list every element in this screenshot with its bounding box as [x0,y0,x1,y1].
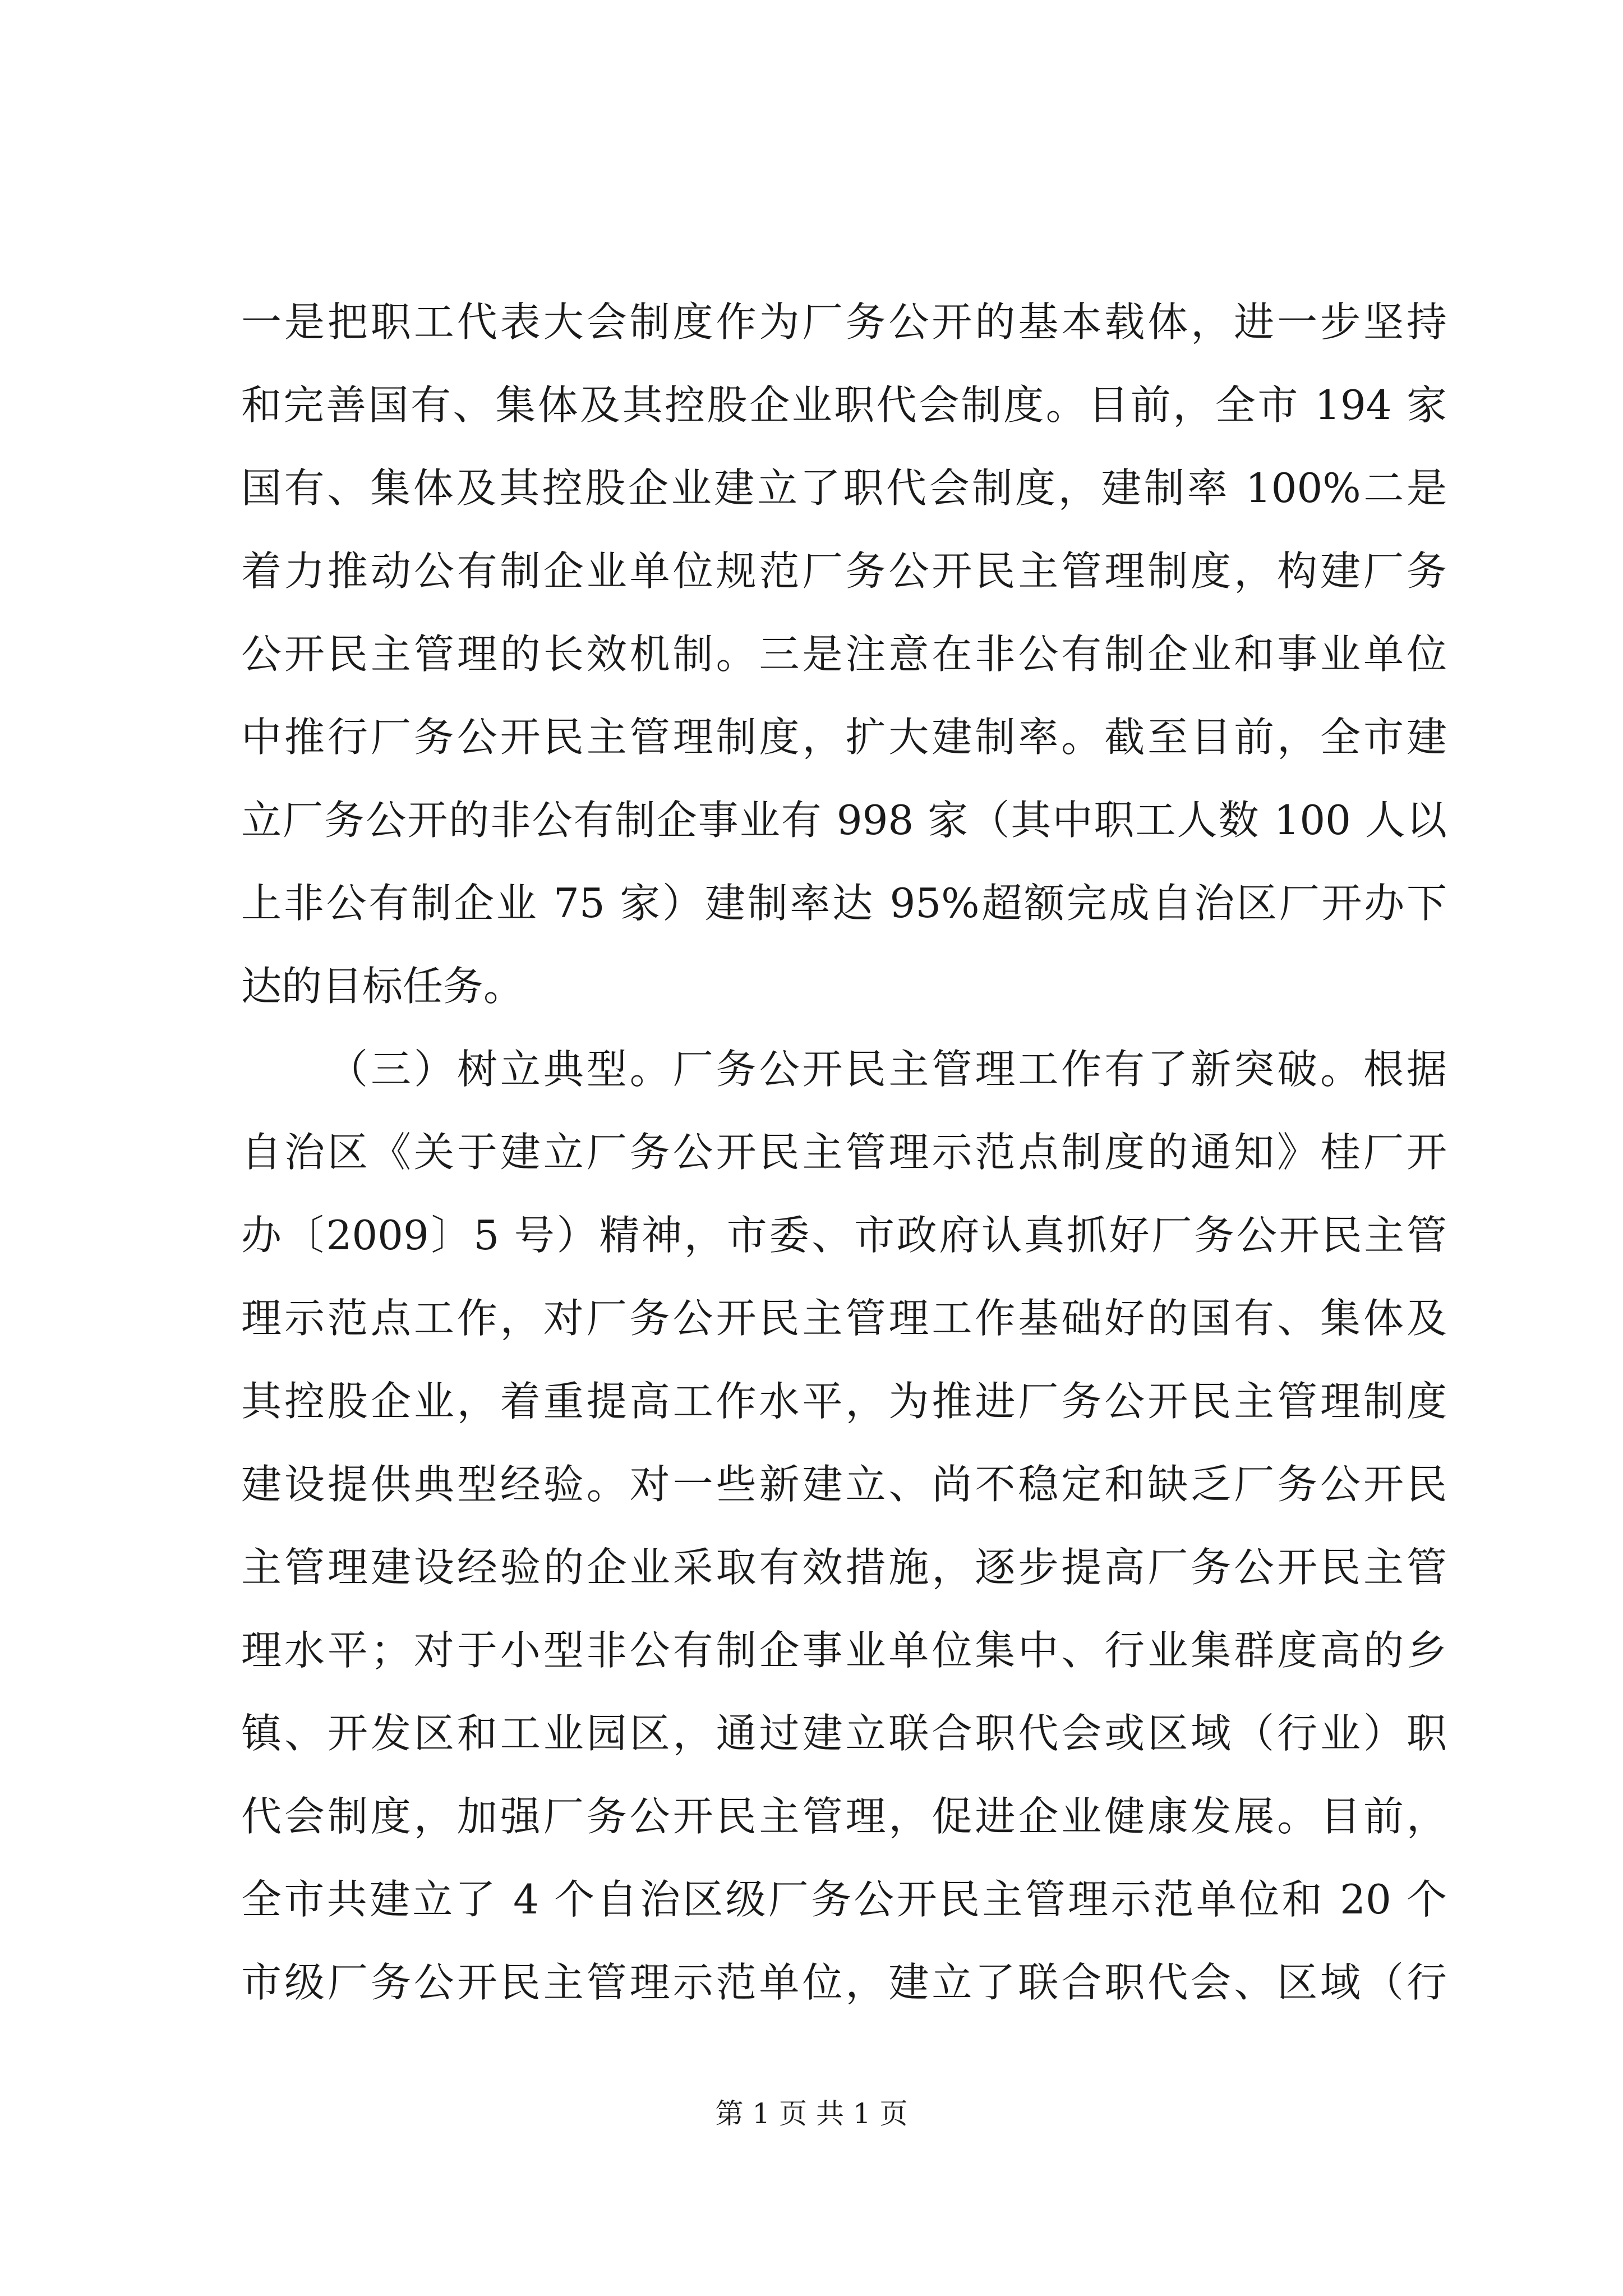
text-line: 一是把职工代表大会制度作为厂务公开的基本载体，进一步坚持 [241,298,1447,346]
text-line: 着力推动公有制企业单位规范厂务公开民主管理制度，构建厂务 [241,547,1447,595]
paragraph-heading-line: （三）树立典型。厂务公开民主管理工作有了新突破。根据 [328,1046,1447,1093]
document-body [241,280,1447,2024]
text-line: 办〔2009〕5 号）精神，市委、市政府认真抓好厂务公开民主管 [241,1212,1447,1259]
text-line: 立厂务公开的非公有制企事业有 998 家（其中职工人数 100 人以 [241,797,1447,844]
text-line: 主管理建设经验的企业采取有效措施，逐步提高厂务公开民主管 [241,1544,1447,1591]
text-line: 中推行厂务公开民主管理制度，扩大建制率。截至目前，全市建 [241,714,1447,761]
text-line: 代会制度，加强厂务公开民主管理，促进企业健康发展。目前， [241,1793,1447,1840]
text-line: 达的目标任务。 [241,963,524,1010]
text-line: 建设提供典型经验。对一些新建立、尚不稳定和缺乏厂务公开民 [241,1461,1447,1508]
text-line: 上非公有制企业 75 家）建制率达 95%超额完成自治区厂开办下 [241,880,1447,927]
text-line: 理示范点工作，对厂务公开民主管理工作基础好的国有、集体及 [241,1295,1447,1342]
text-line: 公开民主管理的长效机制。三是注意在非公有制企业和事业单位 [241,631,1447,678]
text-line: 理水平；对于小型非公有制企事业单位集中、行业集群度高的乡 [241,1627,1447,1674]
text-line: 和完善国有、集体及其控股企业职代会制度。目前，全市 194 家 [241,381,1447,429]
text-line: 国有、集体及其控股企业建立了职代会制度，建制率 100%二是 [241,464,1447,512]
text-line: 全市共建立了 4 个自治区级厂务公开民主管理示范单位和 20 个 [241,1876,1447,1923]
text-line: 其控股企业，着重提高工作水平，为推进厂务公开民主管理制度 [241,1378,1447,1425]
text-line: 镇、开发区和工业园区，通过建立联合职代会或区域（行业）职 [241,1710,1447,1757]
text-line: 自治区《关于建立厂务公开民主管理示范点制度的通知》桂厂开 [241,1129,1447,1176]
page-footer: 第 1 页 共 1 页 [715,2097,908,2130]
text-line: 市级厂务公开民主管理示范单位，建立了联合职代会、区域（行 [241,1959,1447,2006]
